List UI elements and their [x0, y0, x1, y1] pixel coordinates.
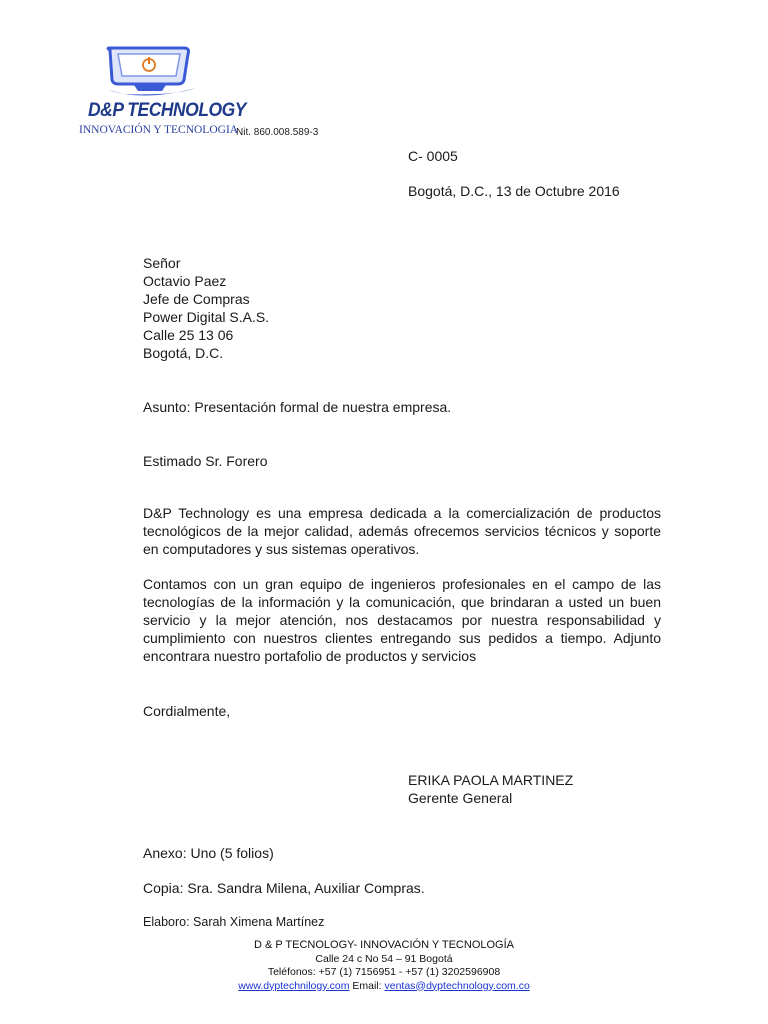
email-link[interactable]: ventas@dyptechnology.com.co [384, 979, 530, 992]
signatory-name: ERIKA PAOLA MARTINEZ [408, 772, 574, 788]
footer-contact [0, 980, 768, 994]
website-link[interactable]: www.dyptechnilogy.com [238, 979, 350, 992]
reference-code: C- 0005 [408, 148, 458, 164]
recipient-block [143, 254, 661, 362]
letter-footer [0, 939, 768, 993]
signatory-title: Gerente General [408, 790, 513, 806]
recipient-line: Jefe de Compras [143, 291, 250, 307]
date-line: Bogotá, D.C., 13 de Octubre 2016 [408, 183, 620, 199]
copy-line: Copia: Sra. Sandra Milena, Auxiliar Compras. [143, 880, 425, 896]
footer-phones: Teléfonos: +57 (1) 7156951 - +57 (1) 3202596908 [267, 966, 501, 978]
brand-tagline: INNOVACIÓN Y TECNOLOGIA [79, 124, 239, 136]
recipient-line: Power Digital S.A.S. [143, 309, 270, 325]
recipient-line: Calle 25 13 06 [143, 327, 234, 343]
recipient-line: Bogotá, D.C. [143, 345, 224, 361]
recipient-line: Señor [143, 255, 181, 271]
body-paragraph: Contamos con un gran equipo de ingenieros profesionales en el campo de las tecnologías de la información y la comunicación, que brindaran a usted un buen servicio y la mejor atención, nos destacamos por nuestra responsabilidad y cumplimiento con nuestros clientes entregando sus pedidos a tiempo. Adjunto encontrara nuestro portafolio de productos y servicios [143, 576, 661, 664]
subject-line: Asunto: Presentación formal de nuestra empresa. [143, 399, 452, 415]
prepared-by-line: Elaboro: Sarah Ximena Martínez [143, 915, 325, 929]
closing: Cordialmente, [143, 703, 231, 719]
email-label: Email: [352, 979, 382, 992]
annex-line: Anexo: Uno (5 folios) [143, 845, 274, 861]
footer-address: Calle 24 c No 54 – 91 Bogotá [315, 952, 453, 965]
greeting: Estimado Sr. Forero [143, 453, 268, 469]
body-paragraph: D&P Technology es una empresa dedicada a la comercialización de productos tecnológicos de la mejor calidad, además ofrecemos servicios técnicos y soporte en computadores y sus sistemas operativos. [143, 505, 661, 557]
signature-block [408, 771, 573, 807]
recipient-line: Octavio Paez [143, 273, 227, 289]
monitor-logo-icon [104, 44, 200, 100]
brand-name: D&P TECHNOLOGY [88, 100, 247, 121]
footer-company: D & P TECNOLOGY- INNOVACIÓN Y TECNOLOGÍA [254, 939, 514, 951]
tax-id: Nit. 860.008.589-3 [236, 127, 319, 138]
company-logo [104, 44, 200, 100]
